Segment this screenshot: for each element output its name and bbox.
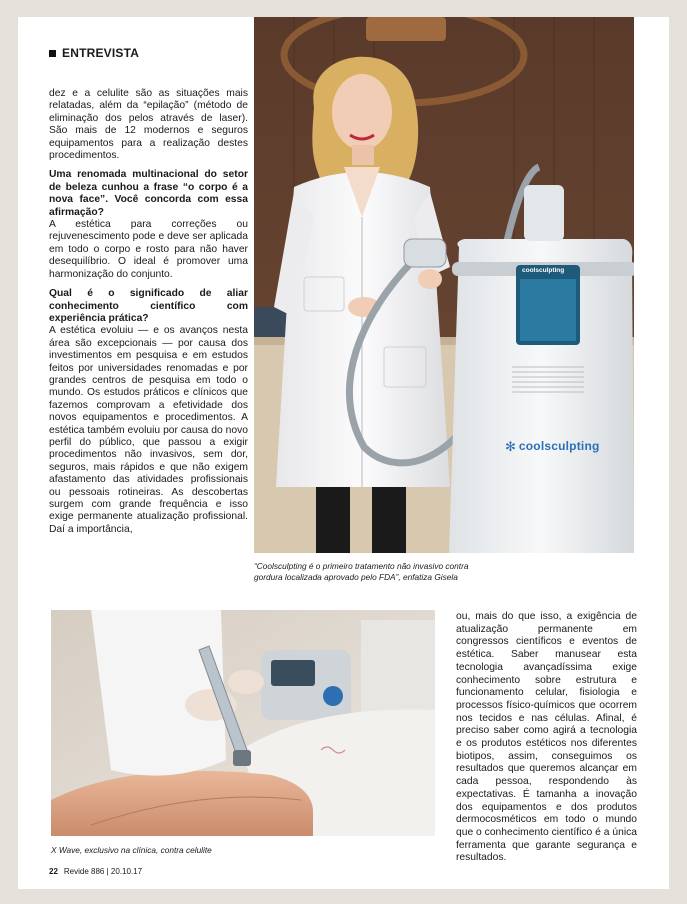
publication-info: Revide 886 | 20.10.17 (63, 867, 143, 876)
question-heading: Qual é o significado de aliar conhecimento científico com experiência prática? (49, 288, 248, 324)
second-photo-caption: X Wave, exclusivo na clínica, contra celulite (51, 845, 212, 855)
square-bullet-icon (49, 50, 56, 57)
page-number: 22 (49, 867, 58, 876)
answer-paragraph: A estética para correções ou rejuvenescimento pode e deve ser aplicada em todo o corpo e rosto para não haver desequilíbrio. O ideal é promover uma harmonização do conjunto. (49, 219, 248, 280)
page-footer (49, 867, 142, 876)
right-text-column (456, 611, 637, 865)
device-brand: coolsculpting (518, 439, 600, 453)
body-paragraph: ou, mais do que isso, a exigência de atualização permanente em congressos científicos e eventos de estética. Saber manusear esta tecnologia avançadíssima exige conhecimento sobre estrutura e funcionamento celular, fisiologia e processos físico-químicos que ocorrem nos tecidos e nas células. Afinal, é preciso saber como agirá a tecnologia e os produtos estéticos nos diferentes biotipos, assim, conseguimos os resultados que queremos alcançar em cada pessoa, respondendo às expectativas. É tamanha a inovação dos equipamentos e dos produtos dermocosméticos em todo o mundo que o conhecimento científico é a única ferramenta que garante segurança e resultados. (456, 611, 637, 864)
doctor-with-device-illustration (254, 17, 634, 553)
snowflake-icon: ✻ (505, 438, 516, 454)
main-photo (254, 17, 634, 553)
section-title: ENTREVISTA (62, 46, 140, 60)
main-photo-caption: “Coolsculpting é o primeiro tratamento não invasivo contra gordura localizada aprovado pelo FDA”, enfatiza Gisela (254, 561, 469, 582)
question-heading: Uma renomada multinacional do setor de beleza cunhou a frase “o corpo é a nova face”. Você concorda com essa afirmação? (49, 169, 248, 218)
answer-paragraph: A estética evoluiu — e os avanços nesta área são excepcionais — por causa dos investimentos em pesquisa e em estudos feitos por universidades renomadas e por grandes centros de pesquisa em todo o mundo. Os estudos práticos e clínicos que fazemos comprovam a efetividade dos novos equipamentos e procedimentos. A estética também evoluiu por causa do novo perfil do público, que passou a exigir procedimentos não invasivos, sem dor, seguros, mais rápidos e que não exigem afastamento das atividades profissionais ou pessoais rotineiras. As descobertas surgem com grande frequência e isso exige permanente atualização profissional. Daí a importância, (49, 325, 248, 535)
left-text-column (49, 88, 248, 542)
section-label (49, 46, 139, 60)
xwave-treatment-illustration (51, 610, 435, 836)
magazine-page (18, 17, 669, 889)
second-photo (51, 610, 435, 836)
device-screen-brand: coolsculpting (522, 267, 565, 274)
answer-paragraph: dez e a celulite são as situações mais relatadas, além da “epilação” (método de eliminação dos pelos através de laser). São mais de 12 modernos e seguros equipamentos para a realização destes procedimentos. (49, 88, 248, 162)
device-logo (505, 439, 600, 453)
